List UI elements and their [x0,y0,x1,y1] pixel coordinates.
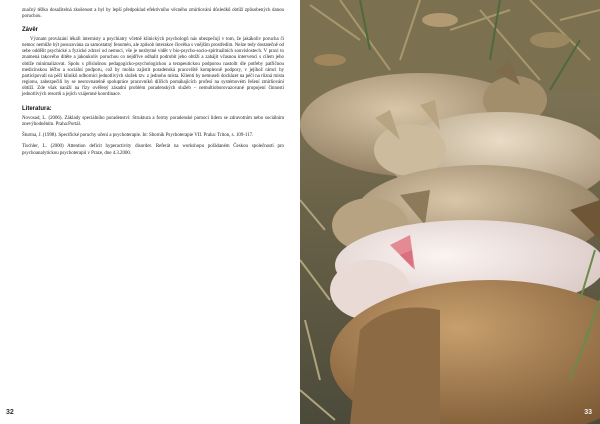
reference-item: Novosad, L. (2006). Základy speciálního poradenství: Struktura a formy poradenské pomoci lidem se zdravotním nebo sociálním znevýhodněním. Praha:Portál. [22,116,284,128]
intro-paragraph: značný těžko dosažitelná zkušenost a byl by lepší předpoklad efektivního věcného zmírňování důsledků obtíží způsobených danou poruchou. [22,8,284,20]
right-page-photo [300,0,600,424]
reference-item: Šturma, J. (1998). Specifické poruchy učení a psychoterapie. In: Sborník Psychoterapie VII. Praha: Triton, s. 109-117. [22,133,254,139]
page-number-left: 32 [6,409,14,416]
piglets-photo [300,0,600,424]
page-number-right: 33 [584,409,592,416]
conclusion-paragraph: Význam provázání lékaři internisty a psychiatry včetně klinických psychologů nás ubezpečují v tom, že jakákoliv porucha či nemoc nemůže být posuzována za samostatný fenomén, ale způsob interakce člověka s vnějším prostředím. Nelze tedy dostatečně od sebe oddělit psychické a fyzické zdraví od nemoci, vše je nezbytné vidět v bio-psycho-socio-spirituálních souvislostech. V praxi to znamená takového dítěte a jakoukoliv poruchou co nejdříve odhalit podrobit jeho obtíží a zahájit včasnou intervenci s cílem jeho obtíže minimalizovat. Spolu s příslušnou pedagogicko-psychologickou a terapeutickou podporou nastolit dle potřeby patřičnou medicínskou léčbu a sociální podporu, což by mohla zajistit poradenská pracoviště komplexně podpory, v jejíhož rámci by participovali na péči kliniků odborníci jednotlivých složek tzv. z jednoho místa. Klienti by nemuseli docházet na péči na různá místa regionu, zabezpečili by se nesrovnatelně spolupráce pracovníků dílčích pomáhajících profesí na systémovém řešení zmírňování obtíží. Zde však naráží na řízy ověřený zásadní problém poradenských služeb – nemultioborovazované propojení činností jednotlivých resortů a jejich vzájemné koordinace. [22,37,284,98]
heading-literature: Literatura: [22,106,52,113]
heading-conclusion: Závěr [22,27,39,34]
reference-item: Tischler, L. (2000) Attention deficit hyperactivity disorder. Referát na workshopu pořádaném Českou společností pro psychoanalytickou psychoterapii v Praze, dne 4.3.2000. [22,144,284,156]
